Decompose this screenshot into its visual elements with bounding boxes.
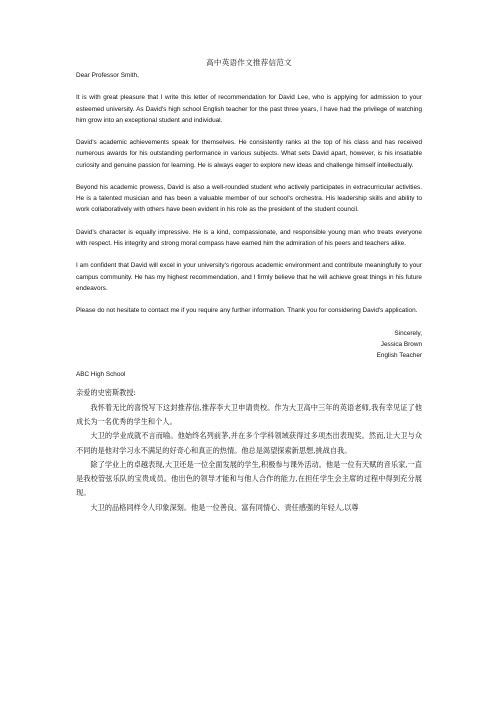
school-name: ABC High School — [76, 371, 126, 379]
closing-line: Sincerely, — [394, 329, 422, 337]
english-paragraph-1: It is with great pleasure that I write this letter of recommendation for David Lee, who is applying for admission to your esteemed university. As David's high school English teacher for the past three years, I have had the privilege of watching him grow into an exceptional student and individual. — [76, 94, 422, 124]
english-paragraph-2: David's academic achievements speak for themselves. He consistently ranks at the top of his class and has received numerous awards for his outstanding performance in various subjects. What sets David apart, however, is his insatiable curiosity and genuine passion for learning. He is always eager to explore new ideas and challenge himself intellectually. — [76, 139, 422, 169]
chinese-salutation: 亲爱的史密斯教授: — [76, 388, 136, 398]
english-salutation: Dear Professor Smith, — [76, 72, 139, 79]
english-paragraph-6: Please do not hesitate to contact me if you require any further information. Thank you for considering David's application. — [76, 307, 418, 315]
chinese-paragraph-1: 我怀着无比的喜悦写下这封推荐信,推荐李大卫申请贵校。作为大卫高中三年的英语老师,我有幸见证了他成长为一名优秀的学生和个人。 — [76, 402, 422, 426]
document-title: 高中英语作文推荐信范文 — [206, 58, 292, 67]
english-paragraph-5: I am confident that David will excel in your university's rigorous academic environment and contribute meaningfully to your campus community. He has my highest recommendation, and I firmly believe that he will achieve great things in his future endeavors. — [76, 262, 422, 292]
signature-block — [76, 328, 422, 362]
chinese-paragraph-4: 大卫的品格同样令人印象深刻。他是一位善良、富有同情心、责任感强的年轻人,以尊 — [90, 502, 359, 512]
document-page — [76, 58, 422, 515]
english-paragraph-4: David's character is equally impressive. He is a kind, compassionate, and responsible young man who treats everyone with respect. His integrity and strong moral compass have earned him the admiration of his peers and teachers alike. — [76, 228, 422, 247]
english-paragraph-3: Beyond his academic prowess, David is also a well-rounded student who actively participates in extracurricular activities. He is a talented musician and has been a valuable member of our school's orchestra. His leadership skills and ability to work collaboratively with others have been evident in his role as the president of the student council. — [76, 183, 422, 214]
signer-name: Jessica Brown — [380, 340, 422, 348]
chinese-paragraph-3: 除了学业上的卓越表现,大卫还是一位全面发展的学生,积极参与课外活动。他是一位有天赋的音乐家,一直是我校管弦乐队的宝贵成员。他出色的领导才能和与他人合作的能力,在担任学生会主席的过程中得到充分展现。 — [76, 459, 422, 498]
signer-title: English Teacher — [376, 351, 422, 359]
chinese-paragraph-2: 大卫的学业成就不言而喻。他始终名列前茅,并在多个学科领域获得过多项杰出表现奖。然而,让大卫与众不同的是他对学习永不满足的好奇心和真正的热情。他总是渴望探索新思想,挑战自我。 — [76, 431, 422, 455]
